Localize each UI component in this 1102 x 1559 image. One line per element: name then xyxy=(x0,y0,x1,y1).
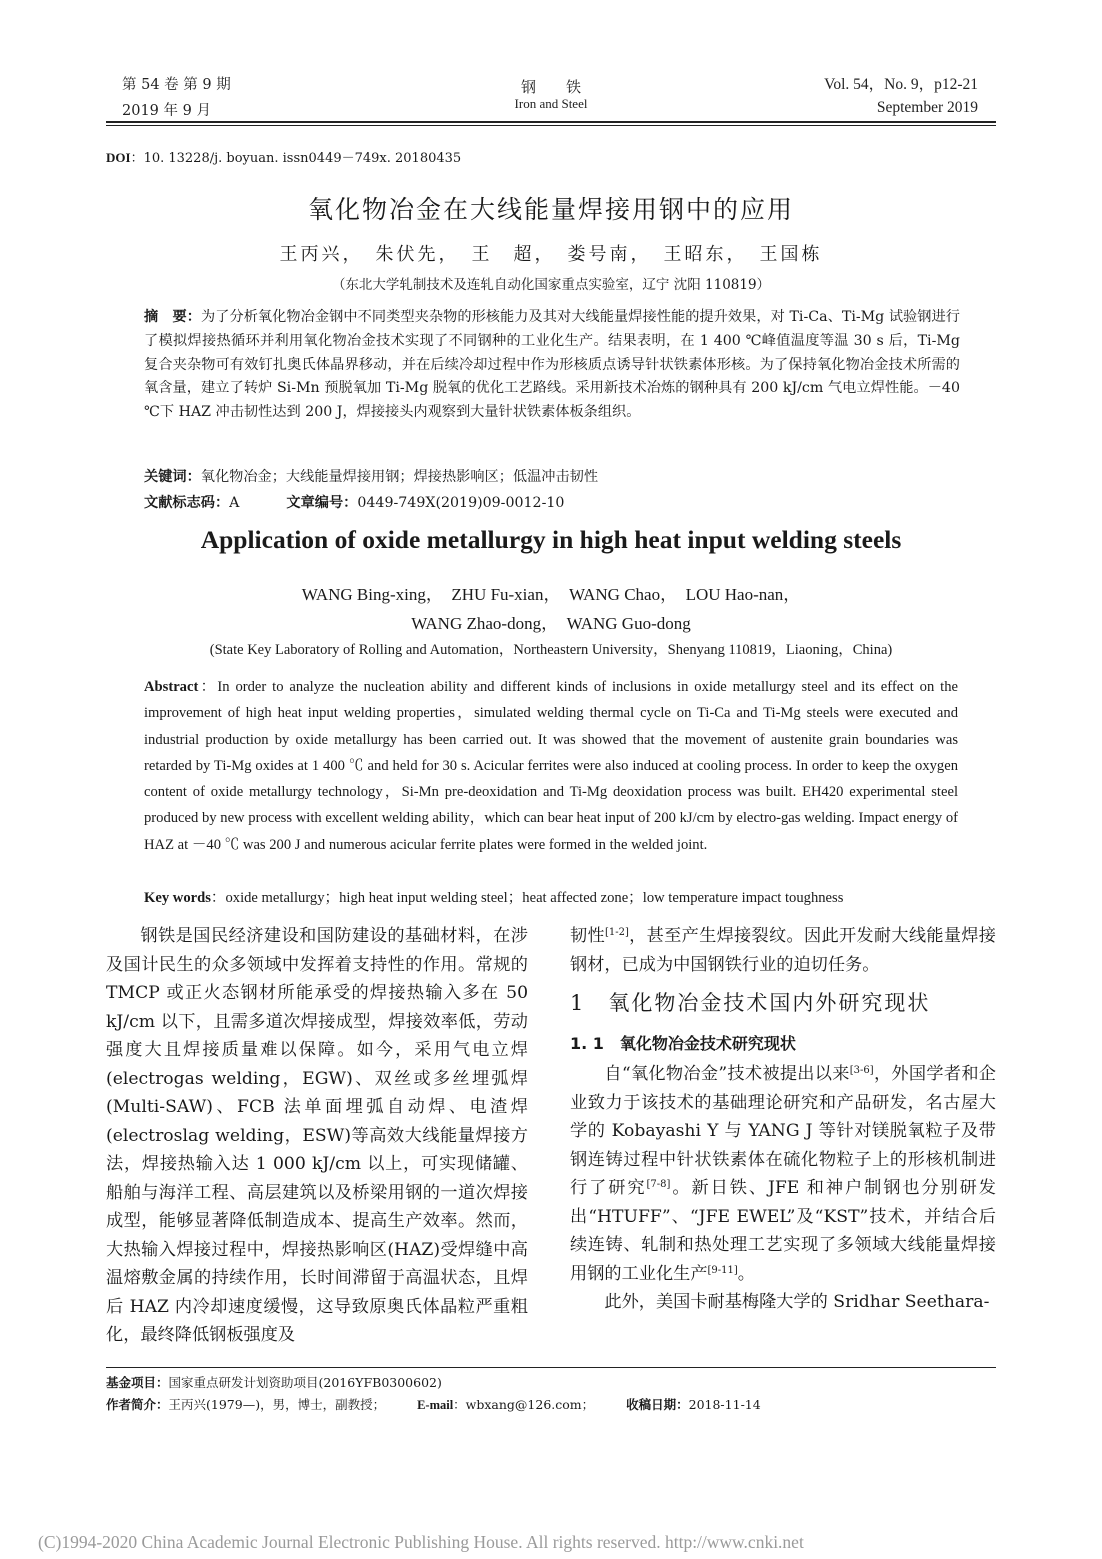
body-paragraph: 钢铁是国民经济建设和国防建设的基础材料，在涉及国计民生的众多领域中发挥着支持性的作用。常规的 TMCP 或正火态钢材所能承受的焊接热输入多在 50 kJ/cm 以下，且需多道次焊接成型，焊接效率低，劳动强度大且焊接质量难以保障。如今，采用气电立焊(electrogas welding，EGW)、双丝或多丝埋弧焊(Multi-SAW)、FCB 法单面埋弧自动焊、电渣焊(electroslag welding，ESW)等高效大线能量焊接方法，焊接热输入达 1 000 kJ/cm 以上，可实现储罐、船舶与海洋工程、高层建筑以及桥梁用钢的一道次焊接成型，能够显著降低制造成本、提高生产效率。然而，大热输入焊接过程中，焊接热影响区(HAZ)受焊缝中高温熔敷金属的持续作用，长时间滞留于高温状态，且焊后 HAZ 内冷却速度缓慢，这导致原奥氏体晶粒严重粗化，最终降低钢板强度及 xyxy=(106,926,528,1345)
fund-label: 基金项目： xyxy=(106,1375,169,1390)
date-cn: 2019 年 9 月 xyxy=(122,103,211,119)
citation: [3-6] xyxy=(849,1065,874,1076)
journal-name-en: Iron and Steel xyxy=(514,96,588,111)
received-date: 2018-11-14 xyxy=(688,1397,761,1412)
volume-issue-cn: 第 54 卷 第 9 期 xyxy=(122,77,231,93)
doi-line xyxy=(106,147,461,166)
body-text: 。新日铁、JFE 和神户制钢也分别研发出“HTUFF”、“JFE EWEL”及“KST”技术，并结合后续连铸、轧制和热处理工艺实现了多领域大线能量焊接用钢的工业化生产 xyxy=(570,1178,996,1284)
article-no-label: 文章编号： xyxy=(286,495,358,511)
section-heading-1-1: 1. 1 氧化物冶金技术研究现状 xyxy=(570,1033,796,1053)
doc-code: A xyxy=(229,495,240,511)
fund-text: 国家重点研发计划资助项目(2016YFB0300602) xyxy=(168,1375,442,1390)
doi-value: ：10. 13228/j. boyuan. issn0449－749x. 20180435 xyxy=(130,151,462,166)
email-label: E-mail xyxy=(417,1398,454,1412)
body-paragraph xyxy=(570,922,996,979)
citation: [9-11] xyxy=(707,1264,738,1276)
journal-name-cn: 钢 铁 xyxy=(520,78,581,96)
body-text: 自“氧化物冶金”技术被提出以来 xyxy=(604,1064,850,1084)
keywords-en xyxy=(144,886,843,907)
copyright-watermark: (C)1994-2020 China Academic Journal Electronic Publishing House. All rights reserved. http://www.cnki.net xyxy=(38,1532,804,1552)
body-text: ，甚至产生焊接裂纹。因此开发耐大线能量焊接钢材，已成为中国钢铁行业的迫切任务。 xyxy=(570,926,996,975)
authors-en-line1: WANG Bing-xing， ZHU Fu-xian， WANG Chao， LOU Hao-nan， xyxy=(301,585,801,604)
section-heading-1: 1 氧化物冶金技术国内外研究现状 xyxy=(570,991,931,1015)
body-paragraph: 此外，美国卡耐基梅隆大学的 Sridhar Seethara- xyxy=(604,1292,990,1312)
body-text: 韧性 xyxy=(570,926,605,946)
doi-label: DOI xyxy=(106,150,131,165)
article-no: 0449-749X(2019)09-0012-10 xyxy=(357,495,565,511)
abstract-cn-text: 为了分析氧化物冶金钢中不同类型夹杂物的形核能力及其对大线能量焊接性能的提升效果，对 Ti-Ca、Ti-Mg 试验钢进行了模拟焊接热循环并利用氧化物冶金技术实现了不同钢种的工业化生产。结果表明，在 1 400 ℃峰值温度等温 30 s 后，Ti-Mg 复合夹杂物可有效钉扎奥氏体晶界移动，并在后续冷却过程中作为形核质点诱导针状铁素体形核。为了保持氧化物冶金技术所需的氧含量，建立了转炉 Si-Mn 预脱氧加 Ti-Mg 脱氧的优化工艺路线。采用新技术冶炼的钢种具有 200 kJ/cm 气电立焊性能。－40 ℃下 HAZ 冲击韧性达到 200 J，焊接接头内观察到大量针状铁素体板条组织。 xyxy=(144,309,960,421)
citation: [7-8] xyxy=(646,1179,671,1190)
body-column-right xyxy=(570,922,996,1317)
header-rule-thin xyxy=(106,125,996,126)
body-paragraph xyxy=(570,1060,996,1288)
authors-en-line2: WANG Zhao-dong， WANG Guo-dong xyxy=(411,614,691,633)
keywords-cn xyxy=(144,466,598,486)
footnote-fund xyxy=(106,1373,442,1391)
footnote-rule xyxy=(106,1367,996,1368)
body-column-left xyxy=(106,922,528,1350)
citation: [1-2] xyxy=(604,927,629,938)
affiliation-en: (State Key Laboratory of Rolling and Automation，Northeastern University，Shenyang 110819，Liaoning，China) xyxy=(209,642,893,658)
title-en: Application of oxide metallurgy in high heat input welding steels xyxy=(200,525,902,554)
footnote-author xyxy=(106,1395,761,1413)
body-text: ，外国学者和企业致力于该技术的基础理论研究和产品研发，名古屋大学的 Kobayashi Y 与 YANG J 等针对镁脱氧粒子及带钢连铸过程中针状铁素体在硫化物粒子上的形核机制进行了研究 xyxy=(570,1064,996,1198)
abstract-cn-label: 摘 要： xyxy=(144,309,201,325)
author-text: 王丙兴(1979—)，男，博士，副教授； xyxy=(168,1397,386,1412)
author-label: 作者简介： xyxy=(106,1397,169,1412)
abstract-en xyxy=(144,674,958,858)
volume-issue-en: Vol. 54，No. 9，p12-21 xyxy=(824,76,978,93)
doc-code-label: 文献标志码： xyxy=(144,495,230,511)
abstract-en-label: Abstract xyxy=(144,679,199,695)
authors-cn: 王丙兴， 朱伏先， 王 超， 娄号南， 王昭东， 王国栋 xyxy=(279,244,823,265)
affiliation-cn: （东北大学轧制技术及连轧自动化国家重点实验室，辽宁 沈阳 110819） xyxy=(331,277,771,293)
keywords-cn-label: 关键词： xyxy=(144,469,201,485)
classification-line xyxy=(144,492,564,512)
header-rule-thick xyxy=(106,121,996,123)
email-text: ：wbxang@126.com； xyxy=(453,1397,595,1412)
title-cn: 氧化物冶金在大线能量焊接用钢中的应用 xyxy=(307,195,794,224)
keywords-en-label: Key words xyxy=(144,890,211,906)
abstract-cn xyxy=(144,306,960,425)
body-text: 。 xyxy=(737,1263,755,1284)
received-label: 收稿日期： xyxy=(626,1397,689,1412)
abstract-en-text: ：In order to analyze the nucleation ability and different kinds of inclusions in oxide metallurgy steel and its effect on the improvement of high heat input welding properties，simulated welding thermal cycle on Ti-Ca and Ti-Mg steels were executed and industrial production by oxide metallurgy has been carried out. It was showed that the movement of austenite grain boundaries was retarded by Ti-Mg oxides at 1 400 ℃ and held for 30 s. Acicular ferrites were also induced at cooling process. In order to keep the oxygen content of oxide metallurgy technology，Si-Mn pre-deoxidation and Ti-Mg deoxidation process was built. EH420 experimental steel produced by new process with excellent welding ability，which can bear heat input of 200 kJ/cm by electro-gas welding. Impact energy of HAZ at －40 ℃ was 200 J and numerous acicular ferrite plates were formed in the welded joint. xyxy=(144,679,958,853)
date-en: September 2019 xyxy=(876,99,978,116)
keywords-cn-text: 氧化物冶金；大线能量焊接用钢；焊接热影响区；低温冲击韧性 xyxy=(200,469,599,485)
keywords-en-text: ：oxide metallurgy；high heat input welding steel；heat affected zone；low temperature impact toughness xyxy=(210,890,844,906)
